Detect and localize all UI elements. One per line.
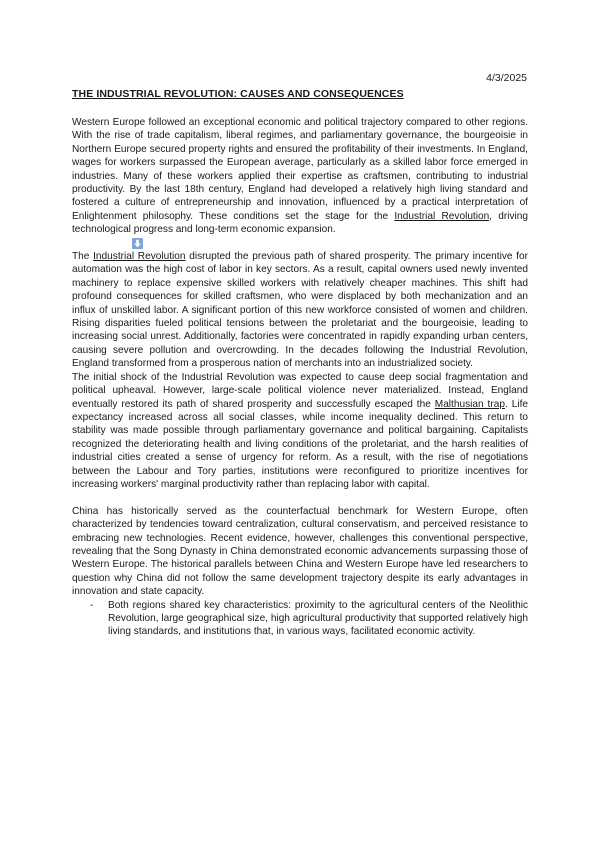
industrial-revolution-link[interactable]: Industrial Revolution (93, 251, 186, 263)
list-item (72, 599, 528, 639)
bullet-text: Both regions shared key characteristics: proximity to the agricultural centers of the Neolithic Revolution, large geographical size, high agricultural productivity that supported relatively high living standards, and institutions that, in various ways, facilitated economic activity. (108, 599, 528, 638)
document-body (72, 116, 528, 639)
paragraph-text: Western Europe followed an exceptional economic and political trajectory compared to other regions. With the rise of trade capitalism, liberal regimes, and parliamentary governance, the bourgeoisie in Northern Europe secured property rights and ensured the profitability of their investments. In England, wages for workers surpassed the European average, particularly as a skilled labor force emerged in industries. Many of these workers applied their expertise as craftsmen, contributing to industrial productivity. By the last 18th century, England had developed a relatively high living standard and fostered a culture of entrepreneurship and innovation, influenced by a practical interpretation of Enlightenment philosophy. These conditions set the stage for the (72, 117, 528, 222)
document-date: 4/3/2025 (486, 72, 527, 84)
paragraph-text: The (72, 251, 94, 263)
paragraph-initial-shock (72, 371, 528, 492)
document-title: THE INDUSTRIAL REVOLUTION: CAUSES AND CONSEQUENCES (72, 88, 404, 100)
paragraph-text: , driving technological progress and long-term economic expansion. (72, 210, 528, 236)
paragraph-western-europe (72, 116, 528, 237)
arrow-row (72, 237, 528, 250)
paragraph-disruption (72, 250, 528, 371)
paragraph-text: disrupted the previous path of shared prosperity. The primary incentive for automation was the high cost of labor in key sectors. As a result, capital owners used newly invented machinery to replace expensive skilled workers with relatively cheaper machines. This shift had profound consequences for skilled craftsmen, who were displaced by both mechanization and an influx of unskilled labor. A significant portion of this new workforce consisted of women and children. Rising disparities fueled political tensions between the proletariat and the bourgeoisie, leading to increasing social unrest. Additionally, factories were concentrated in rapidly expanding urban centers, causing severe pollution and overcrowding. In the decades following the Industrial Revolution, England transformed from a prosperous nation of merchants into an industrialized society. (72, 251, 528, 370)
down-arrow-icon (132, 238, 143, 249)
bullet-list (72, 599, 528, 639)
industrial-revolution-link[interactable]: Industrial Revolution (394, 210, 490, 222)
malthusian-trap-link[interactable]: Malthusian trap (434, 398, 505, 410)
bullet-marker: - (90, 599, 94, 611)
paragraph-text: . Life expectancy increased across all social classes, while income inequality declined. This return to stability was made possible through parliamentary governance and political bargaining. Capitalists recognized the deteriorating health and living conditions of the proletariat, and the harsh realities of industrial cities created a sense of urgency for reform. As a result, with the rise of negotiations between the Labour and Tory parties, institutions were reconfigured to prioritize incentives for increasing workers' marginal productivity rather than replacing labor with capital. (72, 398, 528, 490)
paragraph-china: China has historically served as the counterfactual benchmark for Western Europe, often characterized by tendencies toward centralization, cultural conservatism, and perceived resistance to embracing new technologies. Recent evidence, however, challenges this conventional perspective, revealing that the Song Dynasty in China demonstrated economic advancements surpassing those of Western Europe. The historical parallels between China and Western Europe have led researchers to question why China did not follow the same development trajectory despite its early advantages in innovation and state capacity. (72, 505, 528, 598)
paragraph-text: The initial shock of the Industrial Revolution was expected to cause deep social fragmentation and political upheaval. However, large-scale political violence never materialized. Instead, England eventually restored its path of shared prosperity and successfully escaped the (72, 371, 528, 410)
